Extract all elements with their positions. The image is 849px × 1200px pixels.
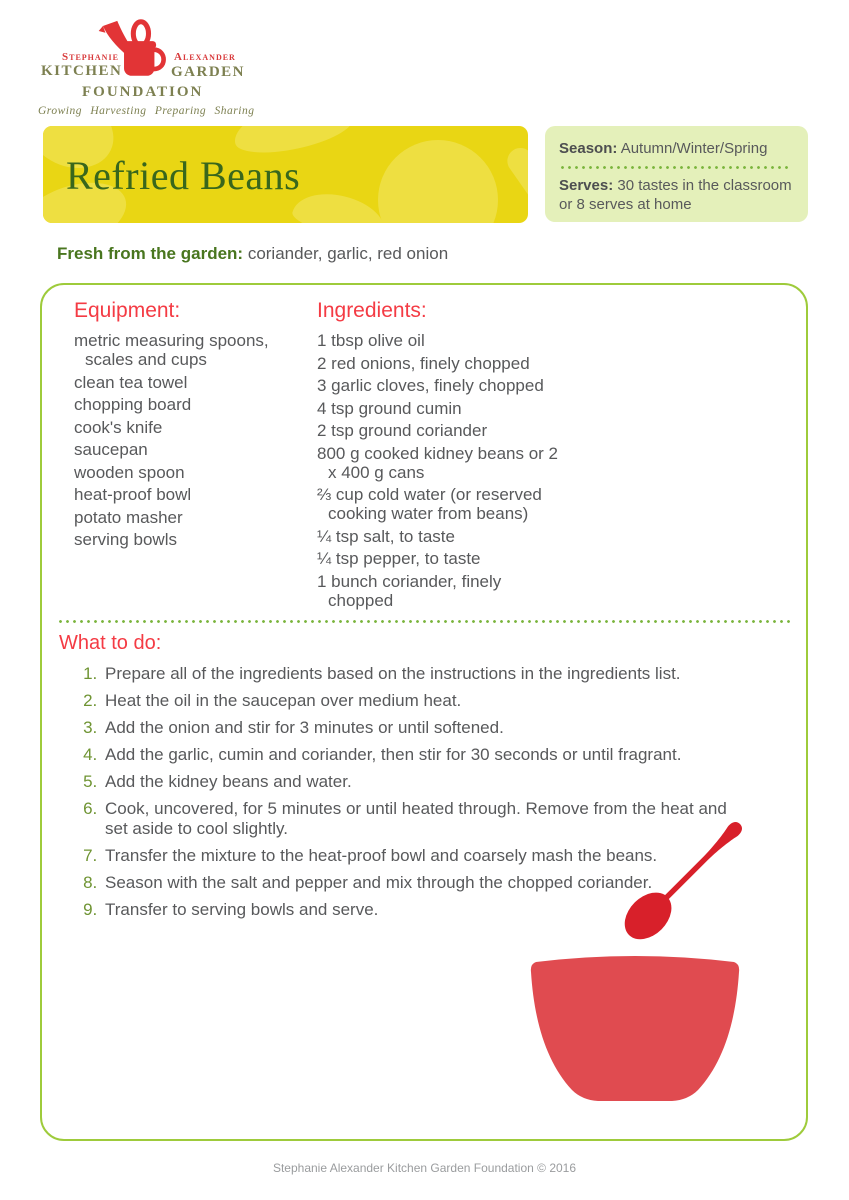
bowl-and-spoon-illustration <box>522 810 794 1112</box>
equipment-item: saucepan <box>74 440 148 459</box>
vegetable-silhouette <box>502 143 528 215</box>
step-item: 8. Season with the salt and pepper and mix through the chopped coriander. <box>102 873 744 893</box>
ingredients-list <box>317 331 565 613</box>
equipment-item: potato masher <box>74 507 183 527</box>
equipment-item: metric measuring spoons, scales and cups <box>74 331 269 369</box>
ingredient-item: 1 tbsp olive oil <box>317 331 425 350</box>
title-banner <box>43 126 528 223</box>
serves-value: 30 tastes in the classroom or 8 serves at home <box>559 177 792 213</box>
foundation-logo <box>38 18 278 118</box>
ingredient-item: 2 red onions, finely chopped <box>317 353 530 373</box>
serves-label: Serves: <box>559 177 614 194</box>
ingredient-item: 4 tsp ground cumin <box>317 398 462 418</box>
ingredient-item: ¼ tsp pepper, to taste <box>317 549 481 568</box>
equipment-list <box>74 331 289 553</box>
dotted-divider <box>559 165 791 170</box>
logo-text-kitchen: KITCHEN <box>41 63 123 79</box>
step-item: 3. Add the onion and stir for 3 minutes or until softened. <box>102 718 744 738</box>
step-item: 6. Cook, uncovered, for 5 minutes or until heated through. Remove from the heat and set aside to cool slightly. <box>102 799 744 839</box>
equipment-item: clean tea towel <box>74 372 188 392</box>
ingredient-item: 1 bunch coriander, finely chopped <box>317 571 502 610</box>
logo-text-foundation: FOUNDATION <box>82 84 204 100</box>
ingredient-item: ⅔ cup cold water (or reserved cooking water from beans) <box>317 485 542 523</box>
vegetable-silhouette <box>290 185 392 223</box>
equipment-item: serving bowls <box>74 530 177 549</box>
step-item: 1. Prepare all of the ingredients based on the instructions in the ingredients list. <box>102 664 744 684</box>
logo-text-alexander: Alexander <box>174 51 236 63</box>
season-serves-box <box>545 126 808 222</box>
ingredient-item: 3 garlic cloves, finely chopped <box>317 376 544 395</box>
season-line <box>559 139 794 158</box>
equipment-item: heat-proof bowl <box>74 485 192 504</box>
equipment-item: cook's knife <box>74 417 163 437</box>
step-item: 9. Transfer to serving bowls and serve. <box>102 900 744 920</box>
spoon-icon <box>616 811 754 949</box>
vegetable-silhouette <box>378 140 498 223</box>
recipe-box <box>40 283 808 1141</box>
equipment-heading: Equipment: <box>74 299 181 322</box>
ingredient-item: ¼ tsp salt, to taste <box>317 526 455 546</box>
what-to-do-heading: What to do: <box>59 632 162 654</box>
season-label: Season: <box>559 140 618 157</box>
step-item: 5. Add the kidney beans and water. <box>102 772 744 792</box>
logo-text-garden: GARDEN <box>171 64 246 80</box>
ingredient-item: 800 g cooked kidney beans or 2 x 400 g cans <box>317 443 559 482</box>
step-item: 2. Heat the oil in the saucepan over medium heat. <box>102 691 744 711</box>
fresh-from-garden-line <box>57 244 448 264</box>
fresh-from-garden-label: Fresh from the garden: <box>57 244 244 263</box>
logo-text-stephanie: Stephanie <box>62 51 119 63</box>
recipe-title: Refried Beans <box>66 153 301 198</box>
step-item: 7. Transfer the mixture to the heat-proof bowl and coarsely mash the beans. <box>102 846 744 866</box>
season-value: Autumn/Winter/Spring <box>617 140 768 157</box>
logo-tagline: Growing Harvesting Preparing Sharing <box>38 105 255 117</box>
equipment-item: wooden spoon <box>74 462 185 482</box>
section-dotted-divider <box>57 619 794 624</box>
serves-line <box>559 176 794 214</box>
fresh-from-garden-value: coriander, garlic, red onion <box>243 244 449 263</box>
ingredients-heading: Ingredients: <box>317 299 427 322</box>
step-item: 4. Add the garlic, cumin and coriander, then stir for 30 seconds or until fragrant. <box>102 745 744 765</box>
footer-copyright: Stephanie Alexander Kitchen Garden Foundation © 2016 <box>272 1161 577 1175</box>
bowl-icon <box>531 956 739 1101</box>
ingredient-item: 2 tsp ground coriander <box>317 421 488 440</box>
equipment-item: chopping board <box>74 395 192 414</box>
